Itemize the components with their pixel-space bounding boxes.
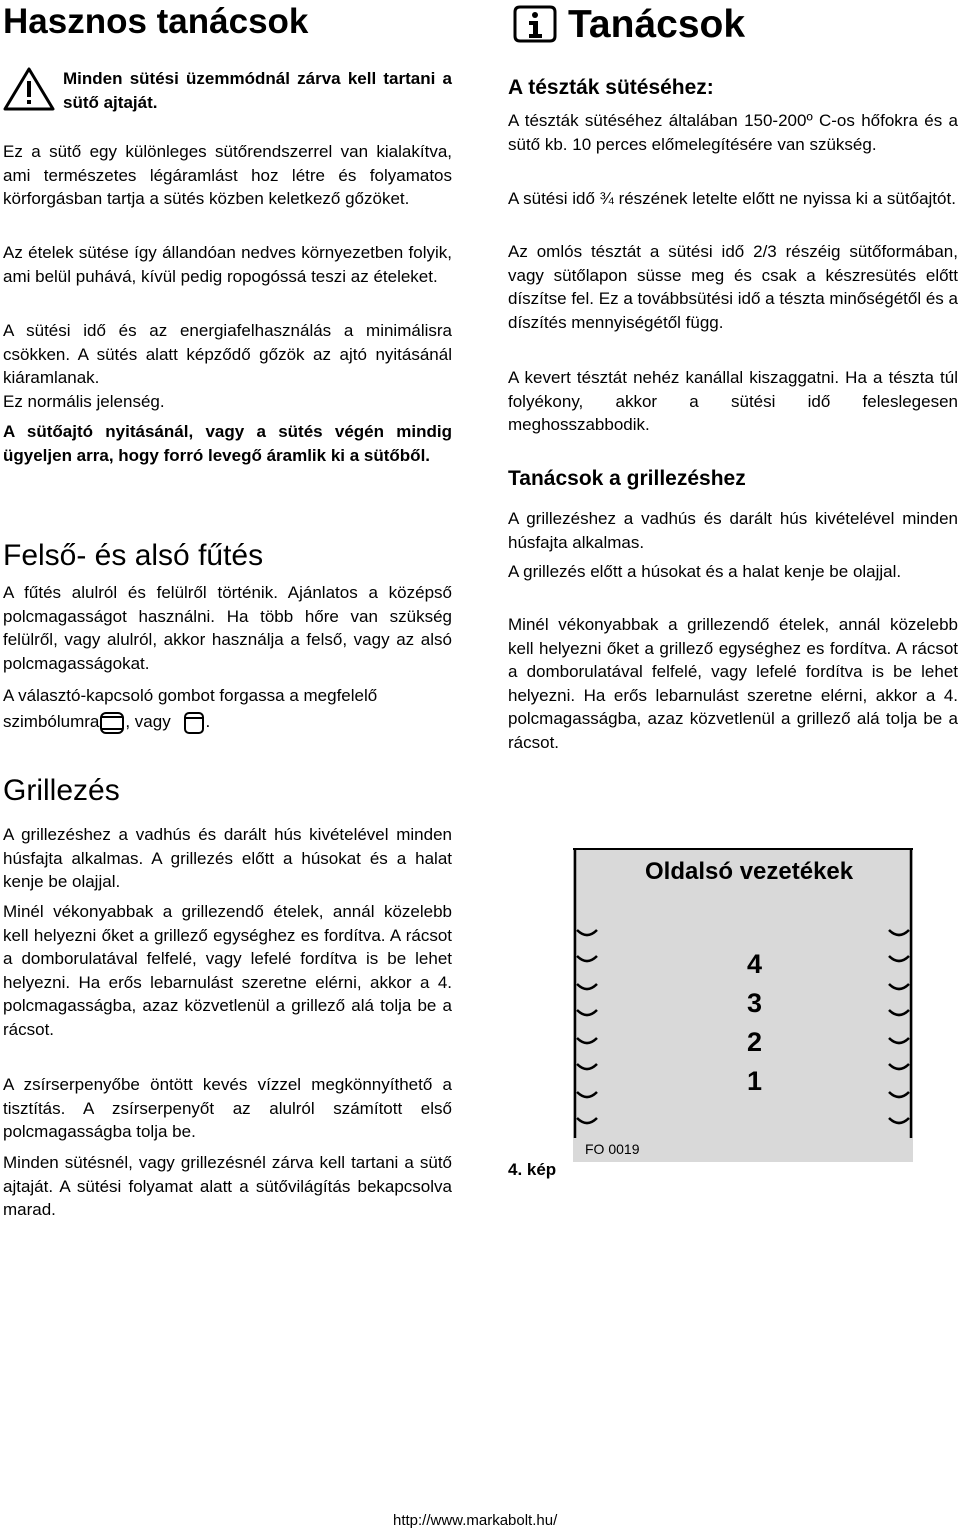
paragraph-selector-knob: A választó-kapcsoló gombot forgassa a megfelelő [3,686,378,705]
side-rails-figure [573,848,913,1162]
paragraph-grill-tips-meat: A grillezéshez a vadhús és darált hús kivételével minden húsfajta alkalmas. [508,509,958,552]
paragraph-symbols [3,710,452,735]
paragraph-grill-meat: A grillezéshez a vadhús és darált hús kivételével minden húsfajta alkalmas. A grillezés előtt a húsokat és a halat kenje be olajjal. [3,825,452,892]
paragraph-pastry-door: A sütési idő ¾ részének letelte előtt ne nyissa ki a sütőajtót. [508,189,956,208]
footer-url: http://www.markabolt.hu/ [393,1512,558,1529]
paragraph-grill-thin: Minél vékonyabbak a grillezendő ételek, annál közelebb kell helyezni őket a grillező egységhez es fordítva. A rácsot a domborulatával felfelé, vagy lefelé fordítva is be lehet helyezni. Ha erős lebarnulást szeretne elérni, akkor a 4. polcmagasságba, azaz közvetlenül a grillező alá tolja be a rácsot. [3,902,452,1039]
level-4-label: 4 [747,949,763,979]
figure-title: Oldalsó vezetékek [645,858,854,885]
paragraph-intro: Ez a sütő egy különleges sütőrendszerrel van kialakítva, ami természetes légáramlást hoz létre és folyamatos körforgásban tartja a sütés közben keletkező gőzöket. [3,142,452,209]
warning-block [3,67,452,117]
oven-diagram [573,848,913,1162]
figure-caption: 4. kép [508,1160,557,1179]
paragraph-door-closed: Minden sütésnél, vagy grillezésnél zárva kell tartani a sütő ajtaját. A sütési folyamat alatt a sütővilágítás bekapcsolva marad. [3,1153,452,1220]
warning-icon [3,67,55,111]
heading-grilling: Grillezés [3,774,120,807]
level-1-label: 1 [747,1066,763,1096]
info-icon [512,4,558,44]
level-2-label: 2 [747,1027,763,1057]
tips-title: Tanácsok [568,3,746,46]
symbol-period: . [205,712,211,731]
paragraph-shortcrust: Az omlós tésztát a sütési idő 2/3 részéig sütőformában, vagy sütőlapon süsse meg és csak a készresütés előtt díszítse fel. Ez a továbbsütési idő a tészta minőségétől és a díszítés mennyiségétől függ. [508,242,958,332]
paragraph-grill-tips-oil: A grillezés előtt a húsokat és a halat kenje be olajjal. [508,562,902,581]
top-bottom-heat-symbol-icon [99,711,125,735]
heading-grill-tips: Tanácsok a grillezéshez [508,467,746,490]
page-title: Hasznos tanácsok [3,2,309,41]
figure-code: FO 0019 [585,1141,640,1157]
paragraph-heating: A fűtés alulról és felülről történik. Ajánlatos a középső polcmagasságot használni. Ha több hőre van szükség felülről, vagy alulról, akkor használja a felső, vagy az alsó polcmagasságokat. [3,583,452,673]
bottom-heat-symbol-icon [183,711,205,735]
paragraph-normal: Ez normális jelenség. [3,392,165,411]
heading-pastry: A tészták sütéséhez: [508,76,714,99]
heading-top-bottom-heating: Felső- és alsó fűtés [3,539,264,572]
paragraph-batter: A kevert tésztát nehéz kanállal kiszaggatni. Ha a tészta túl folyékony, akkor a sütési idő feleslegesen meghosszabbodik. [508,368,958,435]
level-3-label: 3 [747,988,763,1018]
symbol-text: szimbólumra [3,712,100,731]
paragraph-moist: Az ételek sütése így állandóan nedves környezetben folyik, ami belül puhává, kívül pedig ropogóssá teszi az ételeket. [3,243,452,286]
warning-text: Minden sütési üzemmódnál zárva kell tartani a sütő ajtaját. [63,69,452,112]
paragraph-pastry-temp: A tészták sütéséhez általában 150-200º C-os hőfokra és a sütő kb. 10 perces előmelegítésére van szükség. [508,111,958,154]
symbol-or-text: , vagy [125,712,171,731]
paragraph-grill-tips-thin: Minél vékonyabbak a grillezendő ételek, annál közelebb kell helyezni őket a grillező egységhez es fordítva. A rácsot a domborulatával felfelé, vagy lefelé fordítva is be lehet helyezni. Ha erős lebarnulást szeretne elérni, akkor a 4. polcmagasságba, azaz közvetlenül a grillező alá tolja be a rácsot. [508,615,958,752]
paragraph-hot-air-warning: A sütőajtó nyitásánál, vagy a sütés végén mindig ügyeljen arra, hogy forró levegő áramlik ki a sütőből. [3,422,452,465]
paragraph-energy: A sütési idő és az energiafelhasználás a minimálisra csökken. A sütés alatt képződő gőzök az ajtó nyitásánál kiáramlanak. [3,321,452,388]
paragraph-drip-pan: A zsírserpenyőbe öntött kevés vízzel megkönnyíthető a tisztítás. A zsírserpenyőt az alulról számított első polcmagasságba tolja be. [3,1075,452,1142]
